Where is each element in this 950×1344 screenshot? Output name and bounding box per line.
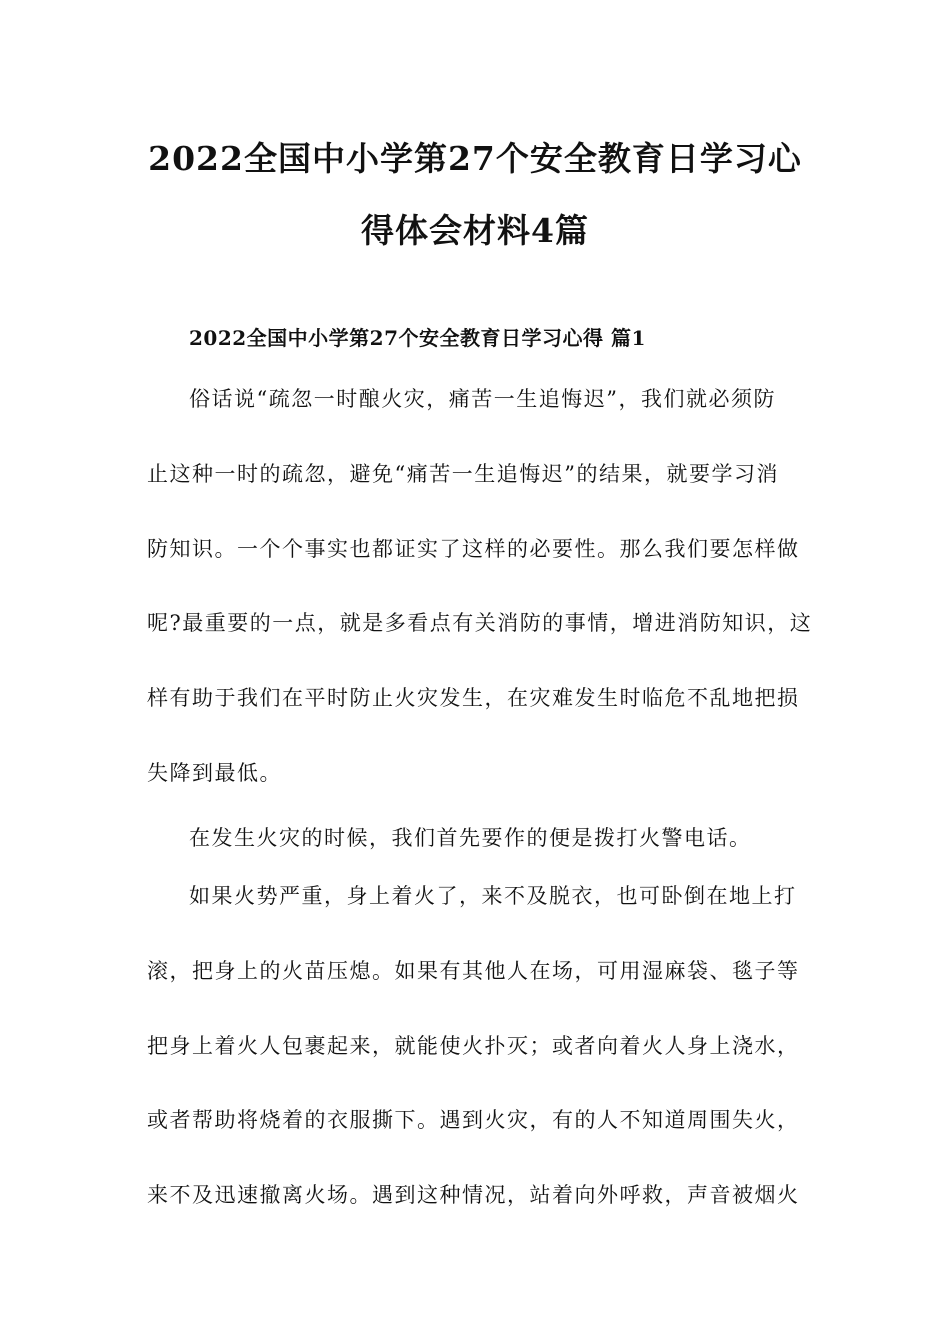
paragraph-1-line-2: 止这种一时的疏忽，避免“痛苦一生追悔迟”的结果，就要学习消 (147, 462, 779, 486)
paragraph-1-line-6: 失降到最低。 (147, 761, 282, 785)
document-title-line-1: 2022全国中小学第27个安全教育日学习心 (148, 139, 802, 178)
section-heading: 2022全国中小学第27个安全教育日学习心得 篇1 (189, 326, 646, 350)
paragraph-1-line-1: 俗话说“疏忽一时酿火灾，痛苦一生追悔迟”，我们就必须防 (189, 387, 776, 411)
paragraph-1-line-3: 防知识。一个个事实也都证实了这样的必要性。那么我们要怎样做 (147, 537, 800, 561)
paragraph-2-line-1: 在发生火灾的时候，我们首先要作的便是拨打火警电话。 (189, 826, 752, 850)
document-title-line-2: 得体会材料4篇 (361, 211, 589, 250)
paragraph-3-line-2: 滚，把身上的火苗压熄。如果有其他人在场，可用湿麻袋、毯子等 (147, 959, 800, 983)
paragraph-3-line-3: 把身上着火人包裹起来，就能使火扑灭；或者向着火人身上浇水， (147, 1034, 800, 1058)
paragraph-3-line-5: 来不及迅速撤离火场。遇到这种情况，站着向外呼救，声音被烟火 (147, 1183, 800, 1207)
paragraph-1-line-5: 样有助于我们在平时防止火灾发生，在灾难发生时临危不乱地把损 (147, 686, 800, 710)
paragraph-1-line-4: 呢?最重要的一点，就是多看点有关消防的事情，增进消防知识，这 (147, 611, 813, 635)
paragraph-3-line-1: 如果火势严重，身上着火了，来不及脱衣，也可卧倒在地上打 (189, 884, 797, 908)
paragraph-3-line-4: 或者帮助将烧着的衣服撕下。遇到火灾，有的人不知道周围失火， (147, 1108, 800, 1132)
